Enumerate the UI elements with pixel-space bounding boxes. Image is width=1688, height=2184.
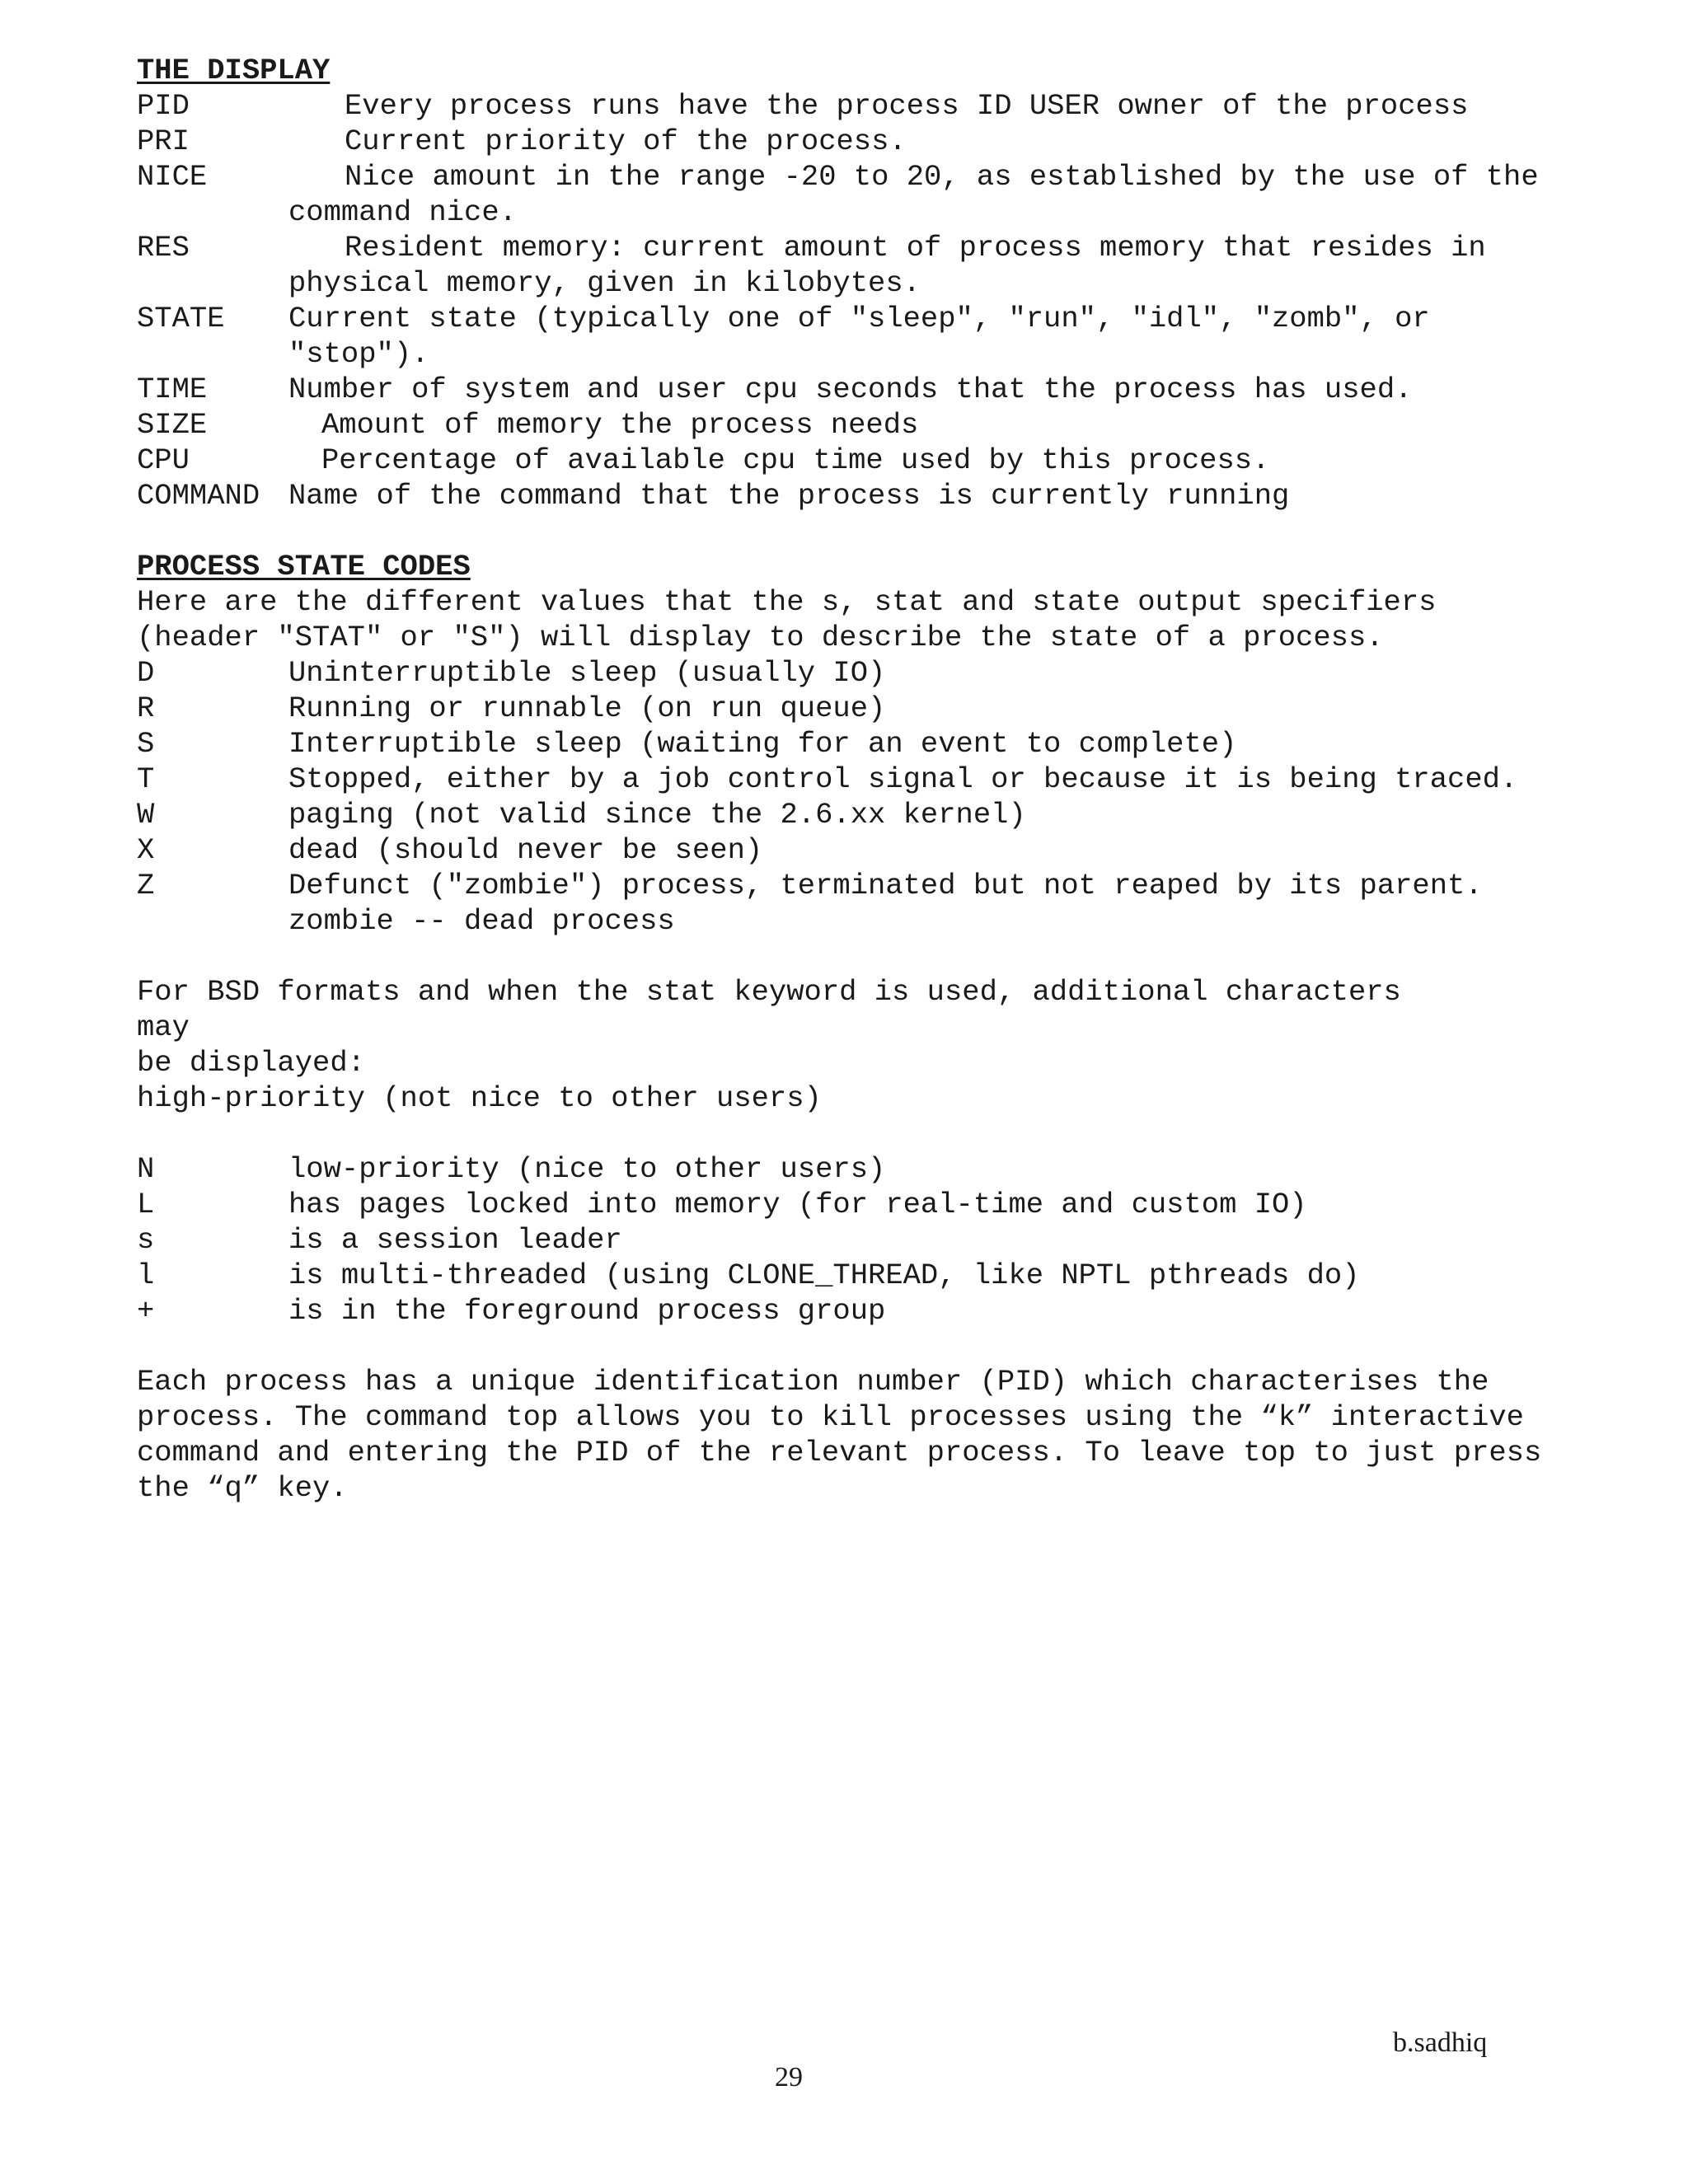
- bsd-code-row: [137, 1222, 1554, 1258]
- bsd-code-row: [137, 1151, 1554, 1187]
- bsd-code-key: N: [137, 1152, 155, 1186]
- state-code-key: T: [137, 762, 155, 796]
- display-desc: Number of system and user cpu seconds that the process has used.: [288, 373, 1413, 406]
- display-key: SIZE: [137, 408, 208, 442]
- state-codes-heading: PROCESS STATE CODES: [137, 550, 471, 583]
- display-desc: Current state (typically one of "sleep", "run", "idl", "zomb", or "stop").: [288, 302, 1430, 371]
- state-code-row: [137, 655, 1554, 691]
- bsd-code-desc: low-priority (nice to other users): [288, 1152, 886, 1186]
- state-code-row: [137, 726, 1554, 762]
- footer-author: b.sadhiq: [1393, 2027, 1488, 2058]
- bsd-code-desc: is a session leader: [288, 1223, 622, 1257]
- display-key: NICE: [137, 160, 208, 194]
- bsd-line: high-priority (not nice to other users): [137, 1081, 822, 1115]
- display-key: COMMAND: [137, 479, 260, 513]
- display-key: CPU: [137, 443, 190, 477]
- bsd-code-key: +: [137, 1294, 155, 1328]
- state-code-desc: Uninterruptible sleep (usually IO): [288, 656, 886, 690]
- display-desc: Percentage of available cpu time used by this process.: [321, 443, 1270, 477]
- display-desc: Nice amount in the range -20 to 20, as established by the use of the command nice.: [288, 160, 1539, 229]
- state-code-desc: Stopped, either by a job control signal or because it is being traced.: [288, 762, 1518, 796]
- bsd-code-key: l: [137, 1258, 155, 1292]
- spacer: [137, 939, 1554, 974]
- display-desc: Resident memory: current amount of process memory that resides in physical memory, given in kilobytes.: [288, 231, 1486, 300]
- display-key: PID: [137, 89, 190, 123]
- display-key: PRI: [137, 124, 190, 158]
- closing-paragraph: Each process has a unique identification number (PID) which characterises the process. The command top allows you to kill processes using the “k” interactive command and entering the PID of the relevant process. To leave top to just press the “q” key.: [137, 1365, 1542, 1505]
- bsd-code-key: s: [137, 1223, 155, 1257]
- display-heading: THE DISPLAY: [137, 54, 331, 87]
- display-key: STATE: [137, 302, 225, 335]
- display-row-cpu: [137, 443, 1554, 478]
- state-code-row: [137, 691, 1554, 726]
- state-code-key: X: [137, 833, 155, 867]
- display-key: RES: [137, 231, 190, 265]
- display-row-pri: [137, 124, 1554, 159]
- state-code-key: D: [137, 656, 155, 690]
- display-desc: Current priority of the process.: [345, 124, 907, 158]
- state-code-row: [137, 762, 1554, 797]
- display-row-time: [137, 372, 1554, 407]
- display-row-pid: [137, 88, 1554, 124]
- state-code-desc: Defunct ("zombie") process, terminated but not reaped by its parent. zombie -- dead process: [288, 869, 1483, 938]
- bsd-code-row: [137, 1187, 1554, 1222]
- bsd-code-desc: has pages locked into memory (for real-time and custom IO): [288, 1188, 1307, 1221]
- state-code-key: W: [137, 798, 155, 832]
- bsd-code-row: [137, 1293, 1554, 1329]
- bsd-code-row: [137, 1258, 1554, 1293]
- bsd-line: For BSD formats and when the stat keyword is used, additional characters: [137, 975, 1401, 1009]
- state-code-key: S: [137, 727, 155, 761]
- page-number: 29: [775, 2062, 803, 2093]
- display-desc: Name of the command that the process is currently running: [288, 479, 1290, 513]
- display-row-res: [137, 230, 1554, 301]
- state-code-row: [137, 868, 1554, 939]
- spacer: [137, 1116, 1554, 1151]
- spacer: [137, 513, 1554, 549]
- state-code-desc: Running or runnable (on run queue): [288, 691, 886, 725]
- bsd-code-desc: is multi-threaded (using CLONE_THREAD, like NPTL pthreads do): [288, 1258, 1360, 1292]
- state-code-desc: dead (should never be seen): [288, 833, 763, 867]
- bsd-code-key: L: [137, 1188, 155, 1221]
- display-desc: Every process runs have the process ID USER owner of the process: [345, 89, 1469, 123]
- display-key: TIME: [137, 373, 208, 406]
- display-desc: Amount of memory the process needs: [321, 408, 919, 442]
- display-row-state: [137, 301, 1554, 372]
- state-code-desc: Interruptible sleep (waiting for an event to complete): [288, 727, 1237, 761]
- bsd-line: be displayed:: [137, 1046, 365, 1080]
- state-code-row: [137, 832, 1554, 868]
- display-row-size: [137, 407, 1554, 443]
- state-code-desc: paging (not valid since the 2.6.xx kernel): [288, 798, 1026, 832]
- bsd-code-desc: is in the foreground process group: [288, 1294, 886, 1328]
- spacer: [137, 1329, 1554, 1364]
- state-codes-intro: Here are the different values that the s, stat and state output specifiers (header "STAT" or "S") will display to describe the state of a process.: [137, 585, 1437, 654]
- state-code-row: [137, 797, 1554, 832]
- document-page: [137, 53, 1554, 1506]
- display-row-nice: [137, 159, 1554, 230]
- bsd-line: may: [137, 1010, 190, 1044]
- display-row-command: [137, 478, 1554, 513]
- state-code-key: Z: [137, 869, 155, 902]
- state-code-key: R: [137, 691, 155, 725]
